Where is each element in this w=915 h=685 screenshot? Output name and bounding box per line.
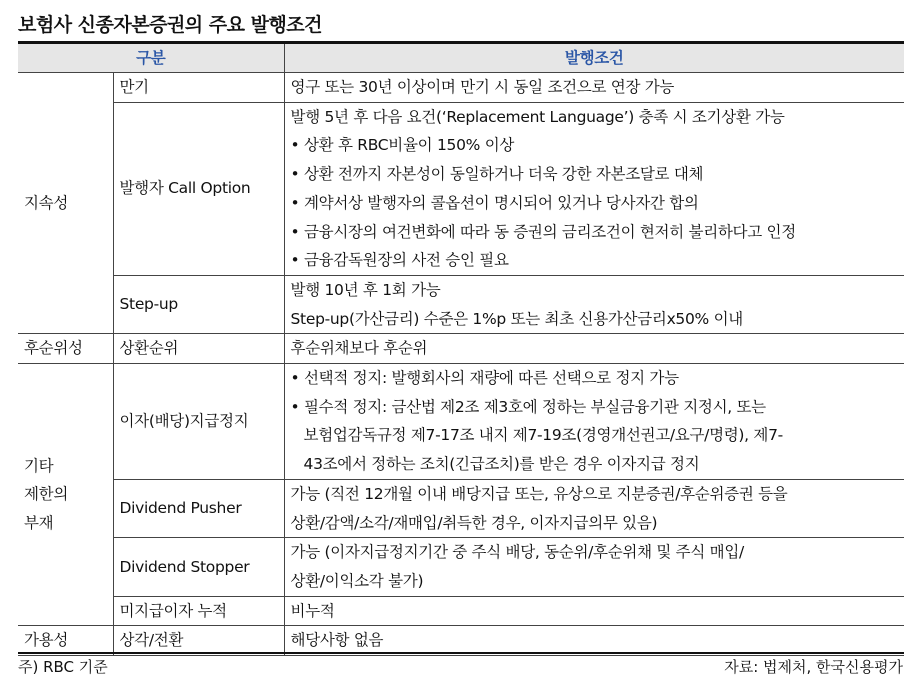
page-title: 보험사 신종자본증권의 주요 발행조건 xyxy=(18,14,323,36)
row-label-dividend-stopper: Dividend Stopper xyxy=(113,538,284,596)
text-line: 해당사항 없음 xyxy=(290,631,384,650)
table-row xyxy=(18,364,904,480)
text-line: 기타 xyxy=(24,456,54,475)
text-line: 영구 또는 30년 이상이며 만기 시 동일 조건으로 연장 가능 xyxy=(290,78,675,96)
row-label-dividend-pusher: Dividend Pusher xyxy=(113,479,284,537)
row-value-dividend-stopper xyxy=(284,538,904,596)
text-line: 비누적 xyxy=(290,601,335,620)
conditions-table xyxy=(18,44,904,656)
text-line: 제한의 xyxy=(24,485,69,504)
text-line: 발행 10년 후 1회 가능 xyxy=(290,280,441,299)
row-value-maturity xyxy=(284,73,904,103)
text-line: 상환/이익소각 불가) xyxy=(290,571,424,590)
bullet-line: • 상환 전까지 자본성이 동일하거나 더욱 강한 자본조달로 대체 xyxy=(290,165,704,184)
row-label-interest-suspension: 이자(배당)지급정지 xyxy=(113,364,284,480)
bullet-line: • 금융시장의 여건변화에 따라 동 증권의 금리조건이 현저히 불리하다고 인정 xyxy=(290,222,796,241)
text-line: 보험업감독규정 제7-17조 내지 제7-19조(경영개선권고/요구/명령), 제7- xyxy=(303,426,783,445)
footnote: 주) RBC 기준 xyxy=(18,658,108,676)
table-header-row xyxy=(18,44,904,73)
row-value-step-up xyxy=(284,275,904,333)
text-line: 후순위채보다 후순위 xyxy=(290,339,428,358)
row-label-repayment-rank: 상환순위 xyxy=(113,334,284,364)
row-label-step-up: Step-up xyxy=(113,275,284,333)
bottom-rule xyxy=(18,652,904,654)
table-row xyxy=(18,596,904,626)
source-note: 자료: 법제처, 한국신용평가 xyxy=(724,658,903,676)
row-value-dividend-pusher xyxy=(284,479,904,537)
group-label-availability: 가용성 xyxy=(18,626,113,656)
table-row xyxy=(18,275,904,333)
bullet-line: • 금융감독원장의 사전 승인 필요 xyxy=(290,251,509,270)
bullet-line: • 선택적 정지: 발행회사의 재량에 따른 선택으로 정지 가능 xyxy=(290,369,679,388)
group-label-subordination: 후순위성 xyxy=(18,334,113,364)
table-row xyxy=(18,479,904,537)
header-conditions: 발행조건 xyxy=(284,44,904,73)
row-label-unpaid-interest: 미지급이자 누적 xyxy=(113,596,284,626)
row-value-call-option xyxy=(284,102,904,275)
text-line: Step-up(가산금리) 수준은 1%p 또는 최초 신용가산금리x50% 이내 xyxy=(290,309,743,328)
row-label-maturity: 만기 xyxy=(113,73,284,103)
table-row xyxy=(18,334,904,364)
text-line: 상환/감액/소각/재매입/취득한 경우, 이자지급의무 있음) xyxy=(290,513,658,532)
row-label-writedown: 상각/전환 xyxy=(113,626,284,656)
text-line: 부재 xyxy=(24,514,54,533)
row-value-interest-suspension xyxy=(284,364,904,480)
group-label-other-restrictions xyxy=(18,364,113,626)
row-label-call-option: 발행자 Call Option xyxy=(113,102,284,275)
table-row xyxy=(18,73,904,103)
bullet-line: • 계약서상 발행자의 콜옵션이 명시되어 있거나 당사자간 합의 xyxy=(290,193,699,212)
table-row xyxy=(18,102,904,275)
text-line: 발행 5년 후 다음 요건(‘Replacement Language’) 충족 시 조기상환 가능 xyxy=(290,107,785,126)
table-row xyxy=(18,538,904,596)
bullet-line: • 필수적 정지: 금산법 제2조 제3호에 정하는 부실금융기관 지정시, 또는 xyxy=(290,397,766,416)
group-label-continuity: 지속성 xyxy=(18,73,113,334)
text-line: 가능 (이자지급정지기간 중 주식 배당, 동순위/후순위채 및 주식 매입/ xyxy=(290,543,744,562)
bullet-line: • 상환 후 RBC비율이 150% 이상 xyxy=(290,136,515,155)
row-value-unpaid-interest xyxy=(284,596,904,626)
text-line: 43조에서 정하는 조치(긴급조치)를 받은 경우 이자지급 정지 xyxy=(303,455,700,474)
text-line: 가능 (직전 12개월 이내 배당지급 또는, 유상으로 지분증권/후순위증권 등을 xyxy=(290,484,788,503)
row-value-repayment-rank xyxy=(284,334,904,364)
header-category: 구분 xyxy=(18,44,284,73)
